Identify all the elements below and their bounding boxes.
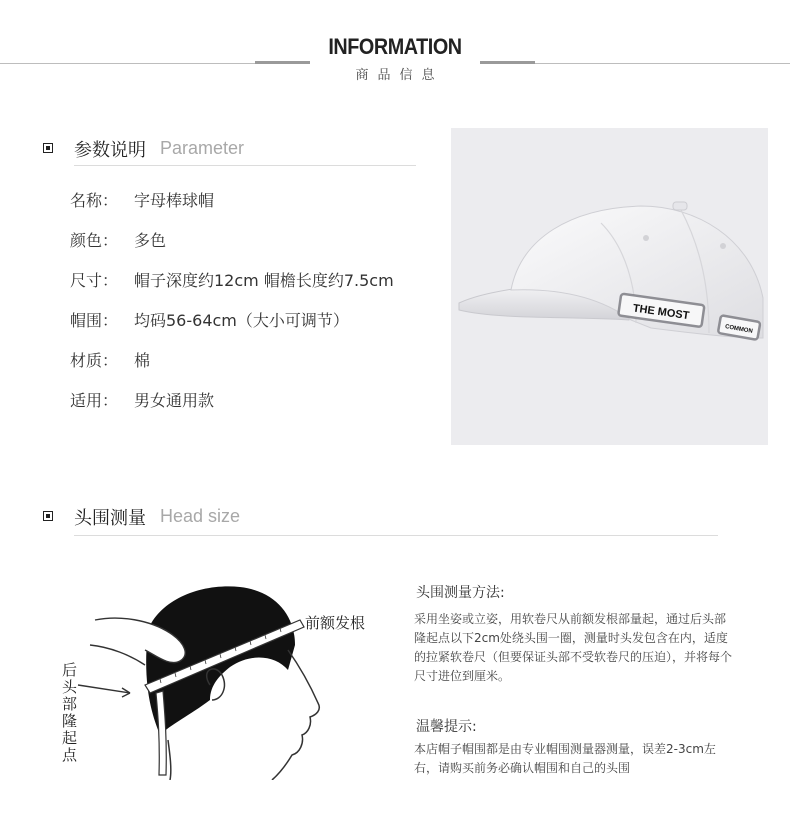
param-label: 材质： <box>70 351 119 370</box>
cap-illustration <box>451 128 768 445</box>
back-head-label: 后头部隆起点 <box>62 661 78 764</box>
param-row-color <box>70 228 166 251</box>
param-value: 字母棒球帽 <box>134 191 215 210</box>
param-value: 帽子深度约12cm 帽檐长度约7.5cm <box>134 271 394 290</box>
method-text: 采用坐姿或立姿，用软卷尺从前额发根部量起，通过后头部隆起点以下2cm处绕头围一圈，测量时头发包含在内，适度的拉紧软卷尺（但要保证头部不受软卷尺的压迫），并将每个尺寸进位到厘米。 <box>414 612 733 683</box>
page-title: INFORMATION <box>328 34 462 59</box>
param-label: 适用： <box>70 391 119 410</box>
headsize-title-zh: 头围测量 <box>74 508 146 529</box>
method-title: 头围测量方法: <box>416 585 505 601</box>
param-row-size <box>70 268 394 291</box>
param-label: 尺寸： <box>70 271 119 290</box>
section-bullet-icon <box>43 511 53 521</box>
param-value: 男女通用款 <box>134 391 215 410</box>
headsize-title-en: Head size <box>160 506 241 526</box>
param-value: 多色 <box>134 231 167 250</box>
headsize-divider <box>74 535 718 536</box>
tip-text: 本店帽子帽围都是由专业帽围测量器测量，误差2-3cm左右，请购买前务必确认帽围和自己的头围 <box>414 742 716 775</box>
param-row-material <box>70 348 150 371</box>
parameter-title-en: Parameter <box>160 138 245 158</box>
param-label: 名称： <box>70 191 119 210</box>
page-subtitle: 商品信息 <box>355 68 444 83</box>
front-hairline-label: 前额发根 <box>305 614 366 632</box>
param-label: 颜色： <box>70 231 119 250</box>
strap-text-main: THE MOST <box>632 302 691 323</box>
param-row-circumference <box>70 308 349 331</box>
param-value: 均码56-64cm（大小可调节） <box>134 311 349 330</box>
section-bullet-icon <box>43 143 53 153</box>
param-row-name <box>70 188 214 211</box>
tip-title: 温馨提示: <box>416 719 477 735</box>
param-label: 帽围： <box>70 311 119 330</box>
param-value: 棉 <box>134 351 151 370</box>
parameter-divider <box>74 165 416 166</box>
product-image <box>451 128 768 445</box>
parameter-title-zh: 参数说明 <box>74 140 146 161</box>
head-measure-diagram <box>60 575 380 780</box>
param-row-suitable <box>70 388 214 411</box>
strap-text-small: COMMON <box>724 324 754 335</box>
